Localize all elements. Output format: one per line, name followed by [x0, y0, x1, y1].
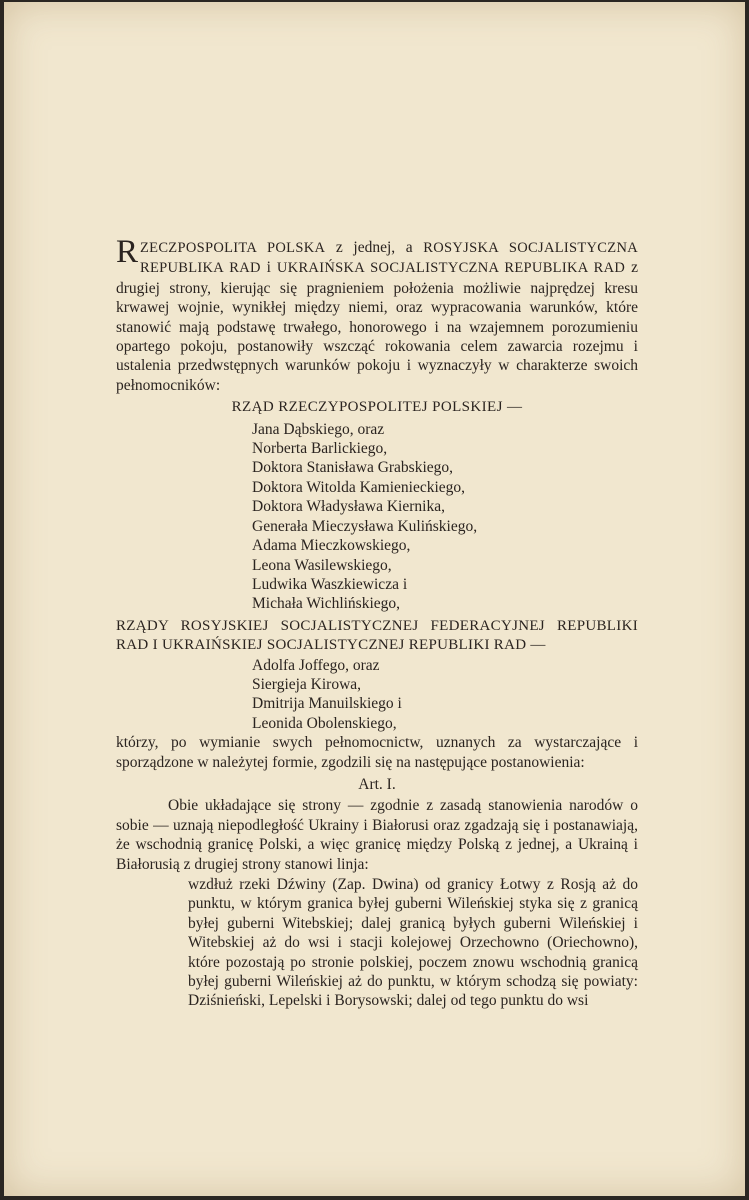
delegate-name: Siergieja Kirowa, — [252, 675, 362, 693]
border-description-paragraph: wzdłuż rzeki Dźwiny (Zap. Dwina) od granicy Łotwy z Rosją aż do punktu, w którym granica byłej guberni Wileńskiej styka się z granicą byłej guberni Witebskiej; dalej granicą byłych gubernі Wileńskiej i Witebskiej aż do wsi i stacji kolejowej Orzechowno (Oriechowno), które pozostają po stronie polskiej, poczem znowu wschodnią granicą byłej guberni Wileńskiej aż do punktu, w którym schodzą się powiaty: Dziśnieński, Lepelski i Borysowski; dalej od tego punktu do wsi — [188, 876, 638, 1010]
party-poland: ZECZPOSPOLITA POLSKA — [140, 240, 326, 256]
delegate-name: Doktora Stanisława Grabskiego, — [252, 459, 454, 477]
article-title: Art. I. — [358, 775, 396, 793]
delegate-name: Ludwika Waszkiewicza i — [252, 575, 408, 593]
party-ukraine: UKRAIŃSKA SOCJALISTYCZNA REPUBLIKA RAD — [276, 260, 626, 277]
article-1-paragraph: Obie układające się strony — zgodnie z zasadą stanowienia narodów o sobie — uznają niepodległość Ukrainy i Białorusi oraz zgadzają się i postanawiają, że wschodnią granicę Polski, a więc granicę między Polską z jednej, a Ukrainą i Białorusią z drugiej strony stanowi linja: — [116, 797, 638, 873]
delegate-name: Adama Mieczkowskiego, — [252, 537, 411, 555]
document-body — [116, 234, 638, 1011]
delegate-name: Leona Wasilewskiego, — [252, 556, 392, 574]
delegate-name: Leonida Obolenskiego, — [252, 714, 397, 732]
delegate-name: Doktora Witolda Kamienieckiego, — [252, 478, 466, 496]
intro-connector-2: i — [260, 259, 277, 277]
delegate-name: Dmitrija Manuilskiego i — [252, 695, 402, 713]
delegate-name: Generała Mieczysława Kulińskiego, — [252, 517, 478, 535]
document-page — [4, 2, 745, 1196]
soviet-delegates-list — [116, 656, 638, 734]
delegate-name: Adolfa Joffego, oraz — [252, 656, 380, 674]
polish-delegates-list — [116, 420, 638, 614]
polish-government-heading: RZĄD RZECZYPOSPOLITEJ POLSKIEJ — — [231, 399, 523, 416]
soviet-governments-heading: RZĄDY ROSYJSKIEJ SOCJALISTYCZNEJ FEDERACYJNEJ REPUBLIKI RAD I UKRAIŃSKIEJ SOCJALISTYCZNEJ REPUBLIKI RAD — — [116, 617, 638, 654]
party-russia: ROSYJSKA SOCJALISTYCZNA REPUBLIKA RAD — [140, 240, 638, 277]
intro-paragraph — [116, 234, 638, 395]
delegate-name: Michała Wichlińskiego, — [252, 595, 401, 613]
intro-body: z drugiej strony, kierując się pragnieniem położenia możliwie najprędzej kresu krwawej wojnie, wynikłej między niemi, oraz wypracowania warunków, które stanowić mają podstawę trwałego, honorowego i na wzajemnem porozumieniu opartego pokoju, postanowiły wszcząć rokowania celem zawarcia rozejmu i ustalenia przedwstępnych warunków pokoju i wyznaczyły w charakterze swoich pełnomocników: — [116, 259, 638, 394]
intro-connector-1: z jednej, a — [325, 239, 424, 256]
delegate-name: Doktora Władysława Kiernika, — [252, 498, 445, 516]
credentials-paragraph: którzy, po wymianie swych pełnomocnictw, uznanych za wystarczające i sporządzone w należytej formie, zgodzili się na następujące postanowienia: — [116, 734, 638, 771]
drop-cap: R — [116, 234, 139, 270]
delegate-name: Jana Dąbskiego, oraz — [252, 420, 385, 438]
delegate-name: Norberta Barlickiego, — [252, 440, 388, 458]
